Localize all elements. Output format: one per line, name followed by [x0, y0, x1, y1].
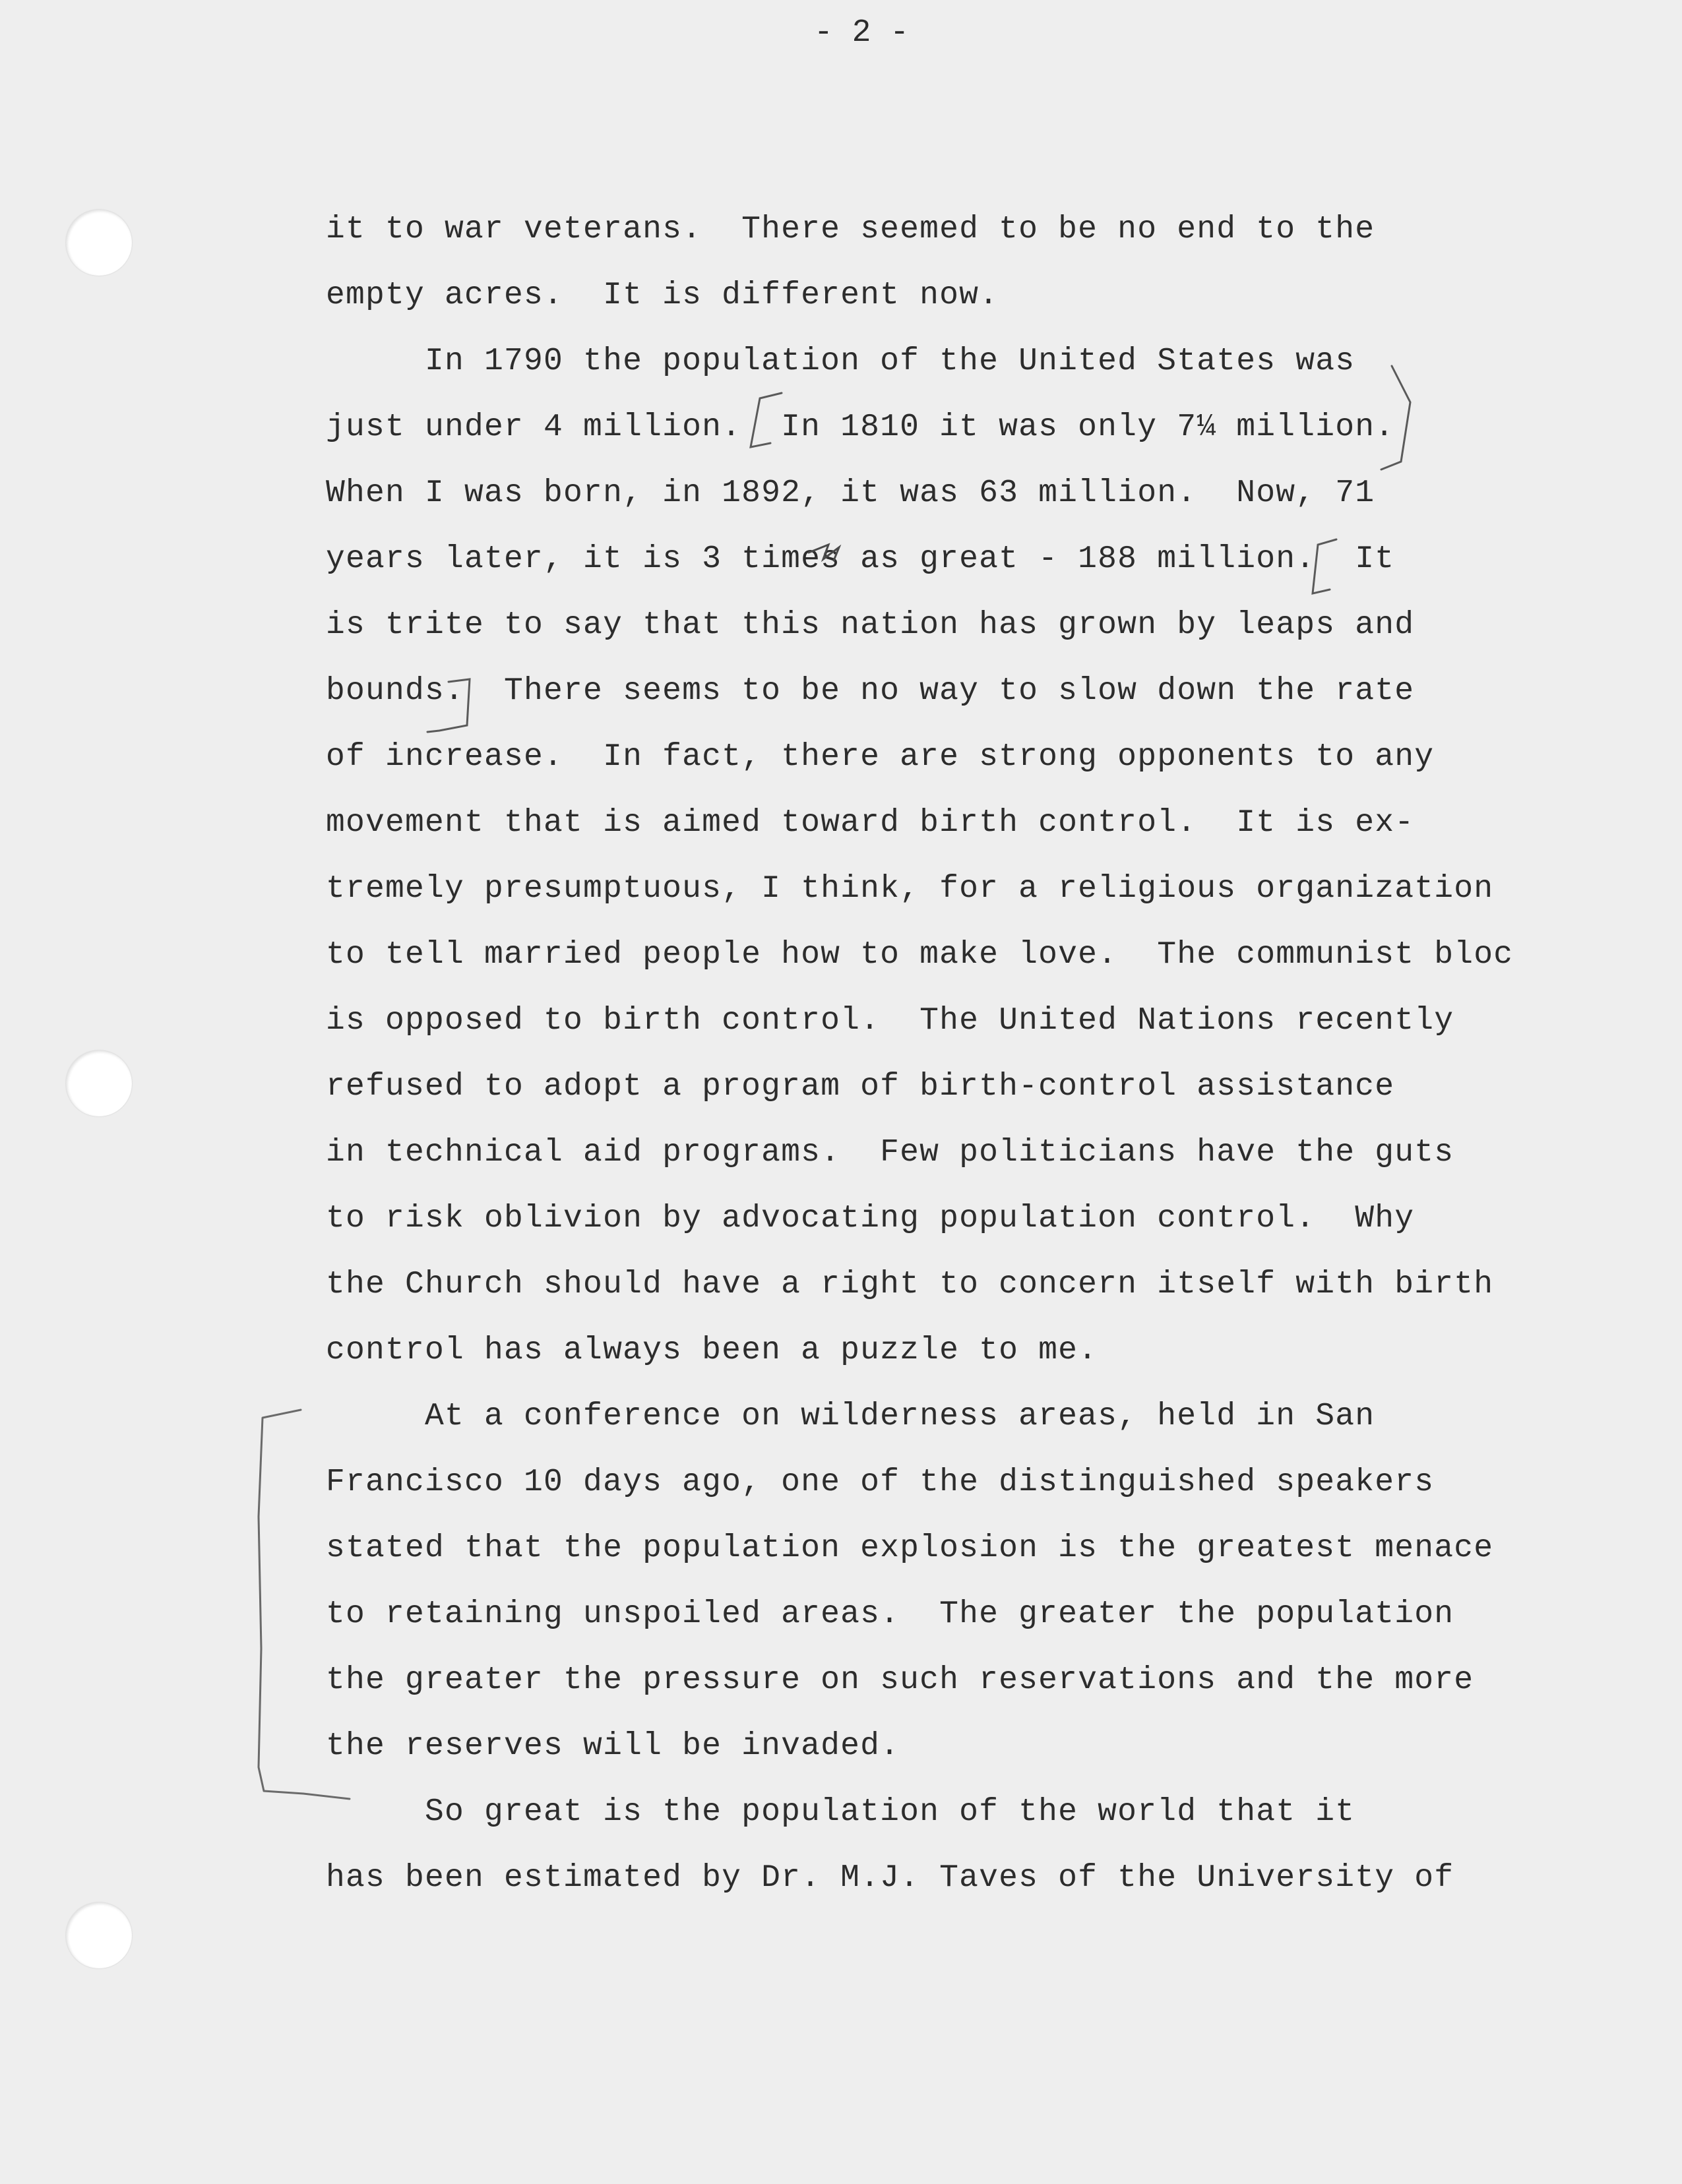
text-line: tremely presumptuous, I think, for a religious organization — [326, 871, 1494, 907]
text-line: of increase. In fact, there are strong opponents to any — [326, 739, 1435, 775]
text-line: control has always been a puzzle to me. — [326, 1333, 1098, 1368]
text-line: bounds. There seems to be no way to slow down the rate — [326, 673, 1415, 709]
punch-hole-bottom — [66, 1902, 132, 1968]
text-line: it to war veterans. There seemed to be no end to the — [326, 212, 1375, 247]
text-line: is opposed to birth control. The United Nations recently — [326, 1003, 1454, 1039]
text-line: just under 4 million. In 1810 it was only 7¼ million. — [326, 410, 1395, 445]
text-line: movement that is aimed toward birth control. It is ex- — [326, 805, 1415, 841]
text-line: Francisco 10 days ago, one of the distinguished speakers — [326, 1465, 1435, 1500]
text-line: When I was born, in 1892, it was 63 million. Now, 71 — [326, 475, 1375, 511]
text-line: the Church should have a right to concern itself with birth — [326, 1267, 1494, 1302]
text-line: has been estimated by Dr. M.J. Taves of the University of — [326, 1860, 1454, 1896]
text-line: In 1790 the population of the United States was — [326, 344, 1355, 379]
text-line: refused to adopt a program of birth-control assistance — [326, 1069, 1395, 1105]
text-line: So great is the population of the world that it — [326, 1794, 1355, 1830]
punch-hole-middle — [66, 1050, 132, 1116]
text-line: At a conference on wilderness areas, held in San — [326, 1399, 1375, 1434]
text-line: the reserves will be invaded. — [326, 1728, 900, 1764]
text-line: in technical aid programs. Few politicians have the guts — [326, 1135, 1454, 1170]
text-line: stated that the population explosion is the greatest menace — [326, 1531, 1494, 1566]
text-line: empty acres. It is different now. — [326, 278, 999, 313]
text-line: is trite to say that this nation has grown by leaps and — [326, 607, 1415, 643]
text-line: to retaining unspoiled areas. The greater the population — [326, 1596, 1454, 1632]
text-line: years later, it is 3 times as great - 188 million. It — [326, 541, 1395, 577]
text-line: to risk oblivion by advocating population control. Why — [326, 1201, 1415, 1236]
punch-hole-top — [66, 210, 132, 276]
page-number: - 2 - — [814, 15, 910, 51]
text-line: to tell married people how to make love. The communist bloc — [326, 937, 1514, 973]
text-line: the greater the pressure on such reservations and the more — [326, 1662, 1474, 1698]
